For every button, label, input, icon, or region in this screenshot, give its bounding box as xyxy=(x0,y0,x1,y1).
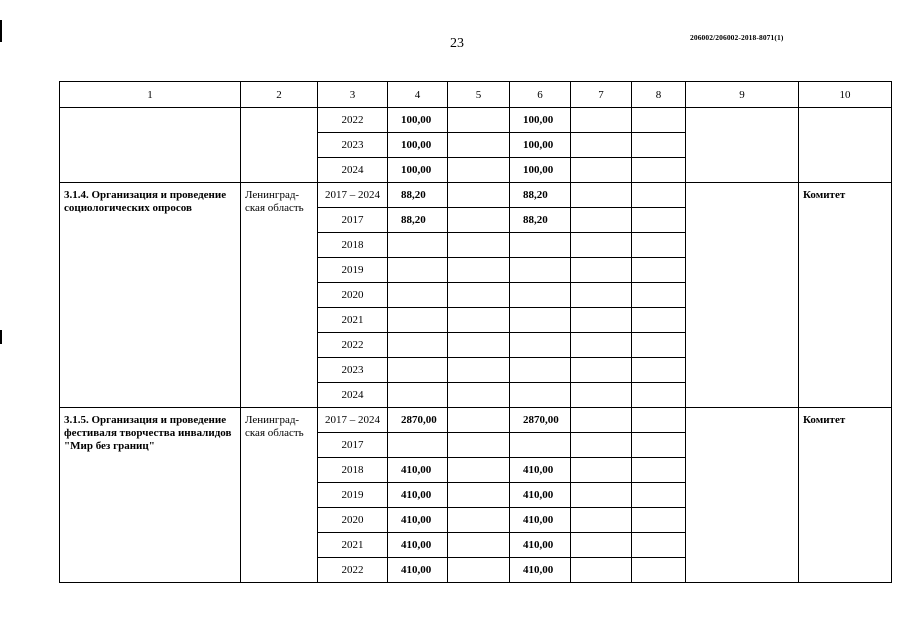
other-sources-cell xyxy=(632,108,686,133)
region-cell xyxy=(241,108,318,183)
federal-budget-cell xyxy=(448,208,510,233)
total-amount-cell: 410,00 xyxy=(388,508,448,533)
column-header: 10 xyxy=(799,82,892,108)
year-cell: 2021 xyxy=(318,533,388,558)
other-sources-cell xyxy=(632,558,686,583)
year-cell: 2019 xyxy=(318,258,388,283)
federal-budget-cell xyxy=(448,408,510,433)
local-budget-cell xyxy=(571,333,632,358)
document-code: 206002/206002-2018-8071(1) xyxy=(690,33,784,42)
column-header: 4 xyxy=(388,82,448,108)
regional-budget-cell: 88,20 xyxy=(510,208,571,233)
local-budget-cell xyxy=(571,258,632,283)
federal-budget-cell xyxy=(448,183,510,208)
other-sources-cell xyxy=(632,133,686,158)
year-cell: 2020 xyxy=(318,508,388,533)
indicator-cell xyxy=(686,408,799,583)
total-amount-cell: 100,00 xyxy=(388,158,448,183)
total-amount-cell xyxy=(388,333,448,358)
local-budget-cell xyxy=(571,133,632,158)
year-cell: 2024 xyxy=(318,158,388,183)
federal-budget-cell xyxy=(448,233,510,258)
year-cell: 2022 xyxy=(318,558,388,583)
total-amount-cell: 100,00 xyxy=(388,108,448,133)
regional-budget-cell xyxy=(510,308,571,333)
federal-budget-cell xyxy=(448,433,510,458)
other-sources-cell xyxy=(632,533,686,558)
total-amount-cell: 88,20 xyxy=(388,208,448,233)
regional-budget-cell xyxy=(510,333,571,358)
regional-budget-cell: 410,00 xyxy=(510,483,571,508)
region-cell: Ленинград-ская область xyxy=(241,408,318,583)
regional-budget-cell: 100,00 xyxy=(510,108,571,133)
local-budget-cell xyxy=(571,508,632,533)
total-amount-cell: 410,00 xyxy=(388,533,448,558)
total-amount-cell: 88,20 xyxy=(388,183,448,208)
scan-edge-mark xyxy=(0,20,2,42)
column-header: 5 xyxy=(448,82,510,108)
column-header: 7 xyxy=(571,82,632,108)
year-cell: 2019 xyxy=(318,483,388,508)
total-amount-cell: 410,00 xyxy=(388,558,448,583)
federal-budget-cell xyxy=(448,108,510,133)
other-sources-cell xyxy=(632,358,686,383)
regional-budget-cell: 410,00 xyxy=(510,533,571,558)
total-amount-cell xyxy=(388,283,448,308)
regional-budget-cell xyxy=(510,258,571,283)
responsible-cell: Комитет xyxy=(799,183,892,408)
measure-name-cell xyxy=(60,108,241,183)
total-amount-cell xyxy=(388,258,448,283)
local-budget-cell xyxy=(571,358,632,383)
regional-budget-cell xyxy=(510,233,571,258)
federal-budget-cell xyxy=(448,558,510,583)
column-number-row xyxy=(60,82,892,108)
federal-budget-cell xyxy=(448,333,510,358)
year-cell: 2022 xyxy=(318,333,388,358)
table-row xyxy=(60,408,892,433)
other-sources-cell xyxy=(632,283,686,308)
total-amount-cell xyxy=(388,383,448,408)
measure-name-cell: 3.1.4. Организация и проведение социологических опросов xyxy=(60,183,241,408)
year-cell: 2017 – 2024 xyxy=(318,183,388,208)
local-budget-cell xyxy=(571,308,632,333)
page-number: 23 xyxy=(450,36,464,51)
other-sources-cell xyxy=(632,333,686,358)
region-cell: Ленинград-ская область xyxy=(241,183,318,408)
year-cell: 2017 xyxy=(318,208,388,233)
year-cell: 2020 xyxy=(318,283,388,308)
regional-budget-cell xyxy=(510,283,571,308)
local-budget-cell xyxy=(571,183,632,208)
indicator-cell xyxy=(686,183,799,408)
local-budget-cell xyxy=(571,558,632,583)
local-budget-cell xyxy=(571,283,632,308)
scan-edge-mark xyxy=(0,330,2,344)
federal-budget-cell xyxy=(448,458,510,483)
total-amount-cell: 100,00 xyxy=(388,133,448,158)
year-cell: 2017 xyxy=(318,433,388,458)
column-header: 3 xyxy=(318,82,388,108)
year-cell: 2021 xyxy=(318,308,388,333)
other-sources-cell xyxy=(632,233,686,258)
federal-budget-cell xyxy=(448,258,510,283)
year-cell: 2022 xyxy=(318,108,388,133)
other-sources-cell xyxy=(632,258,686,283)
total-amount-cell xyxy=(388,233,448,258)
regional-budget-cell: 410,00 xyxy=(510,508,571,533)
year-cell: 2023 xyxy=(318,133,388,158)
column-header: 1 xyxy=(60,82,241,108)
federal-budget-cell xyxy=(448,308,510,333)
total-amount-cell: 2870,00 xyxy=(388,408,448,433)
other-sources-cell xyxy=(632,408,686,433)
local-budget-cell xyxy=(571,158,632,183)
local-budget-cell xyxy=(571,208,632,233)
other-sources-cell xyxy=(632,383,686,408)
program-table xyxy=(59,81,892,583)
regional-budget-cell: 100,00 xyxy=(510,133,571,158)
local-budget-cell xyxy=(571,458,632,483)
column-header: 2 xyxy=(241,82,318,108)
local-budget-cell xyxy=(571,383,632,408)
year-cell: 2017 – 2024 xyxy=(318,408,388,433)
table-row xyxy=(60,108,892,133)
table-row xyxy=(60,183,892,208)
local-budget-cell xyxy=(571,433,632,458)
regional-budget-cell: 100,00 xyxy=(510,158,571,183)
year-cell: 2018 xyxy=(318,458,388,483)
year-cell: 2023 xyxy=(318,358,388,383)
federal-budget-cell xyxy=(448,283,510,308)
other-sources-cell xyxy=(632,158,686,183)
federal-budget-cell xyxy=(448,383,510,408)
federal-budget-cell xyxy=(448,358,510,383)
year-cell: 2018 xyxy=(318,233,388,258)
responsible-cell: Комитет xyxy=(799,408,892,583)
federal-budget-cell xyxy=(448,158,510,183)
regional-budget-cell: 88,20 xyxy=(510,183,571,208)
year-cell: 2024 xyxy=(318,383,388,408)
total-amount-cell xyxy=(388,308,448,333)
column-header: 6 xyxy=(510,82,571,108)
other-sources-cell xyxy=(632,458,686,483)
local-budget-cell xyxy=(571,233,632,258)
local-budget-cell xyxy=(571,108,632,133)
regional-budget-cell xyxy=(510,383,571,408)
column-header: 9 xyxy=(686,82,799,108)
federal-budget-cell xyxy=(448,133,510,158)
other-sources-cell xyxy=(632,308,686,333)
local-budget-cell xyxy=(571,533,632,558)
total-amount-cell: 410,00 xyxy=(388,483,448,508)
responsible-cell xyxy=(799,108,892,183)
federal-budget-cell xyxy=(448,483,510,508)
regional-budget-cell xyxy=(510,433,571,458)
federal-budget-cell xyxy=(448,533,510,558)
regional-budget-cell xyxy=(510,358,571,383)
other-sources-cell xyxy=(632,183,686,208)
regional-budget-cell: 2870,00 xyxy=(510,408,571,433)
total-amount-cell xyxy=(388,433,448,458)
other-sources-cell xyxy=(632,483,686,508)
local-budget-cell xyxy=(571,408,632,433)
other-sources-cell xyxy=(632,433,686,458)
other-sources-cell xyxy=(632,508,686,533)
other-sources-cell xyxy=(632,208,686,233)
total-amount-cell: 410,00 xyxy=(388,458,448,483)
regional-budget-cell: 410,00 xyxy=(510,558,571,583)
measure-name-cell: 3.1.5. Организация и проведение фестиваля творчества инвалидов "Мир без границ" xyxy=(60,408,241,583)
column-header: 8 xyxy=(632,82,686,108)
indicator-cell xyxy=(686,108,799,183)
federal-budget-cell xyxy=(448,508,510,533)
regional-budget-cell: 410,00 xyxy=(510,458,571,483)
local-budget-cell xyxy=(571,483,632,508)
total-amount-cell xyxy=(388,358,448,383)
